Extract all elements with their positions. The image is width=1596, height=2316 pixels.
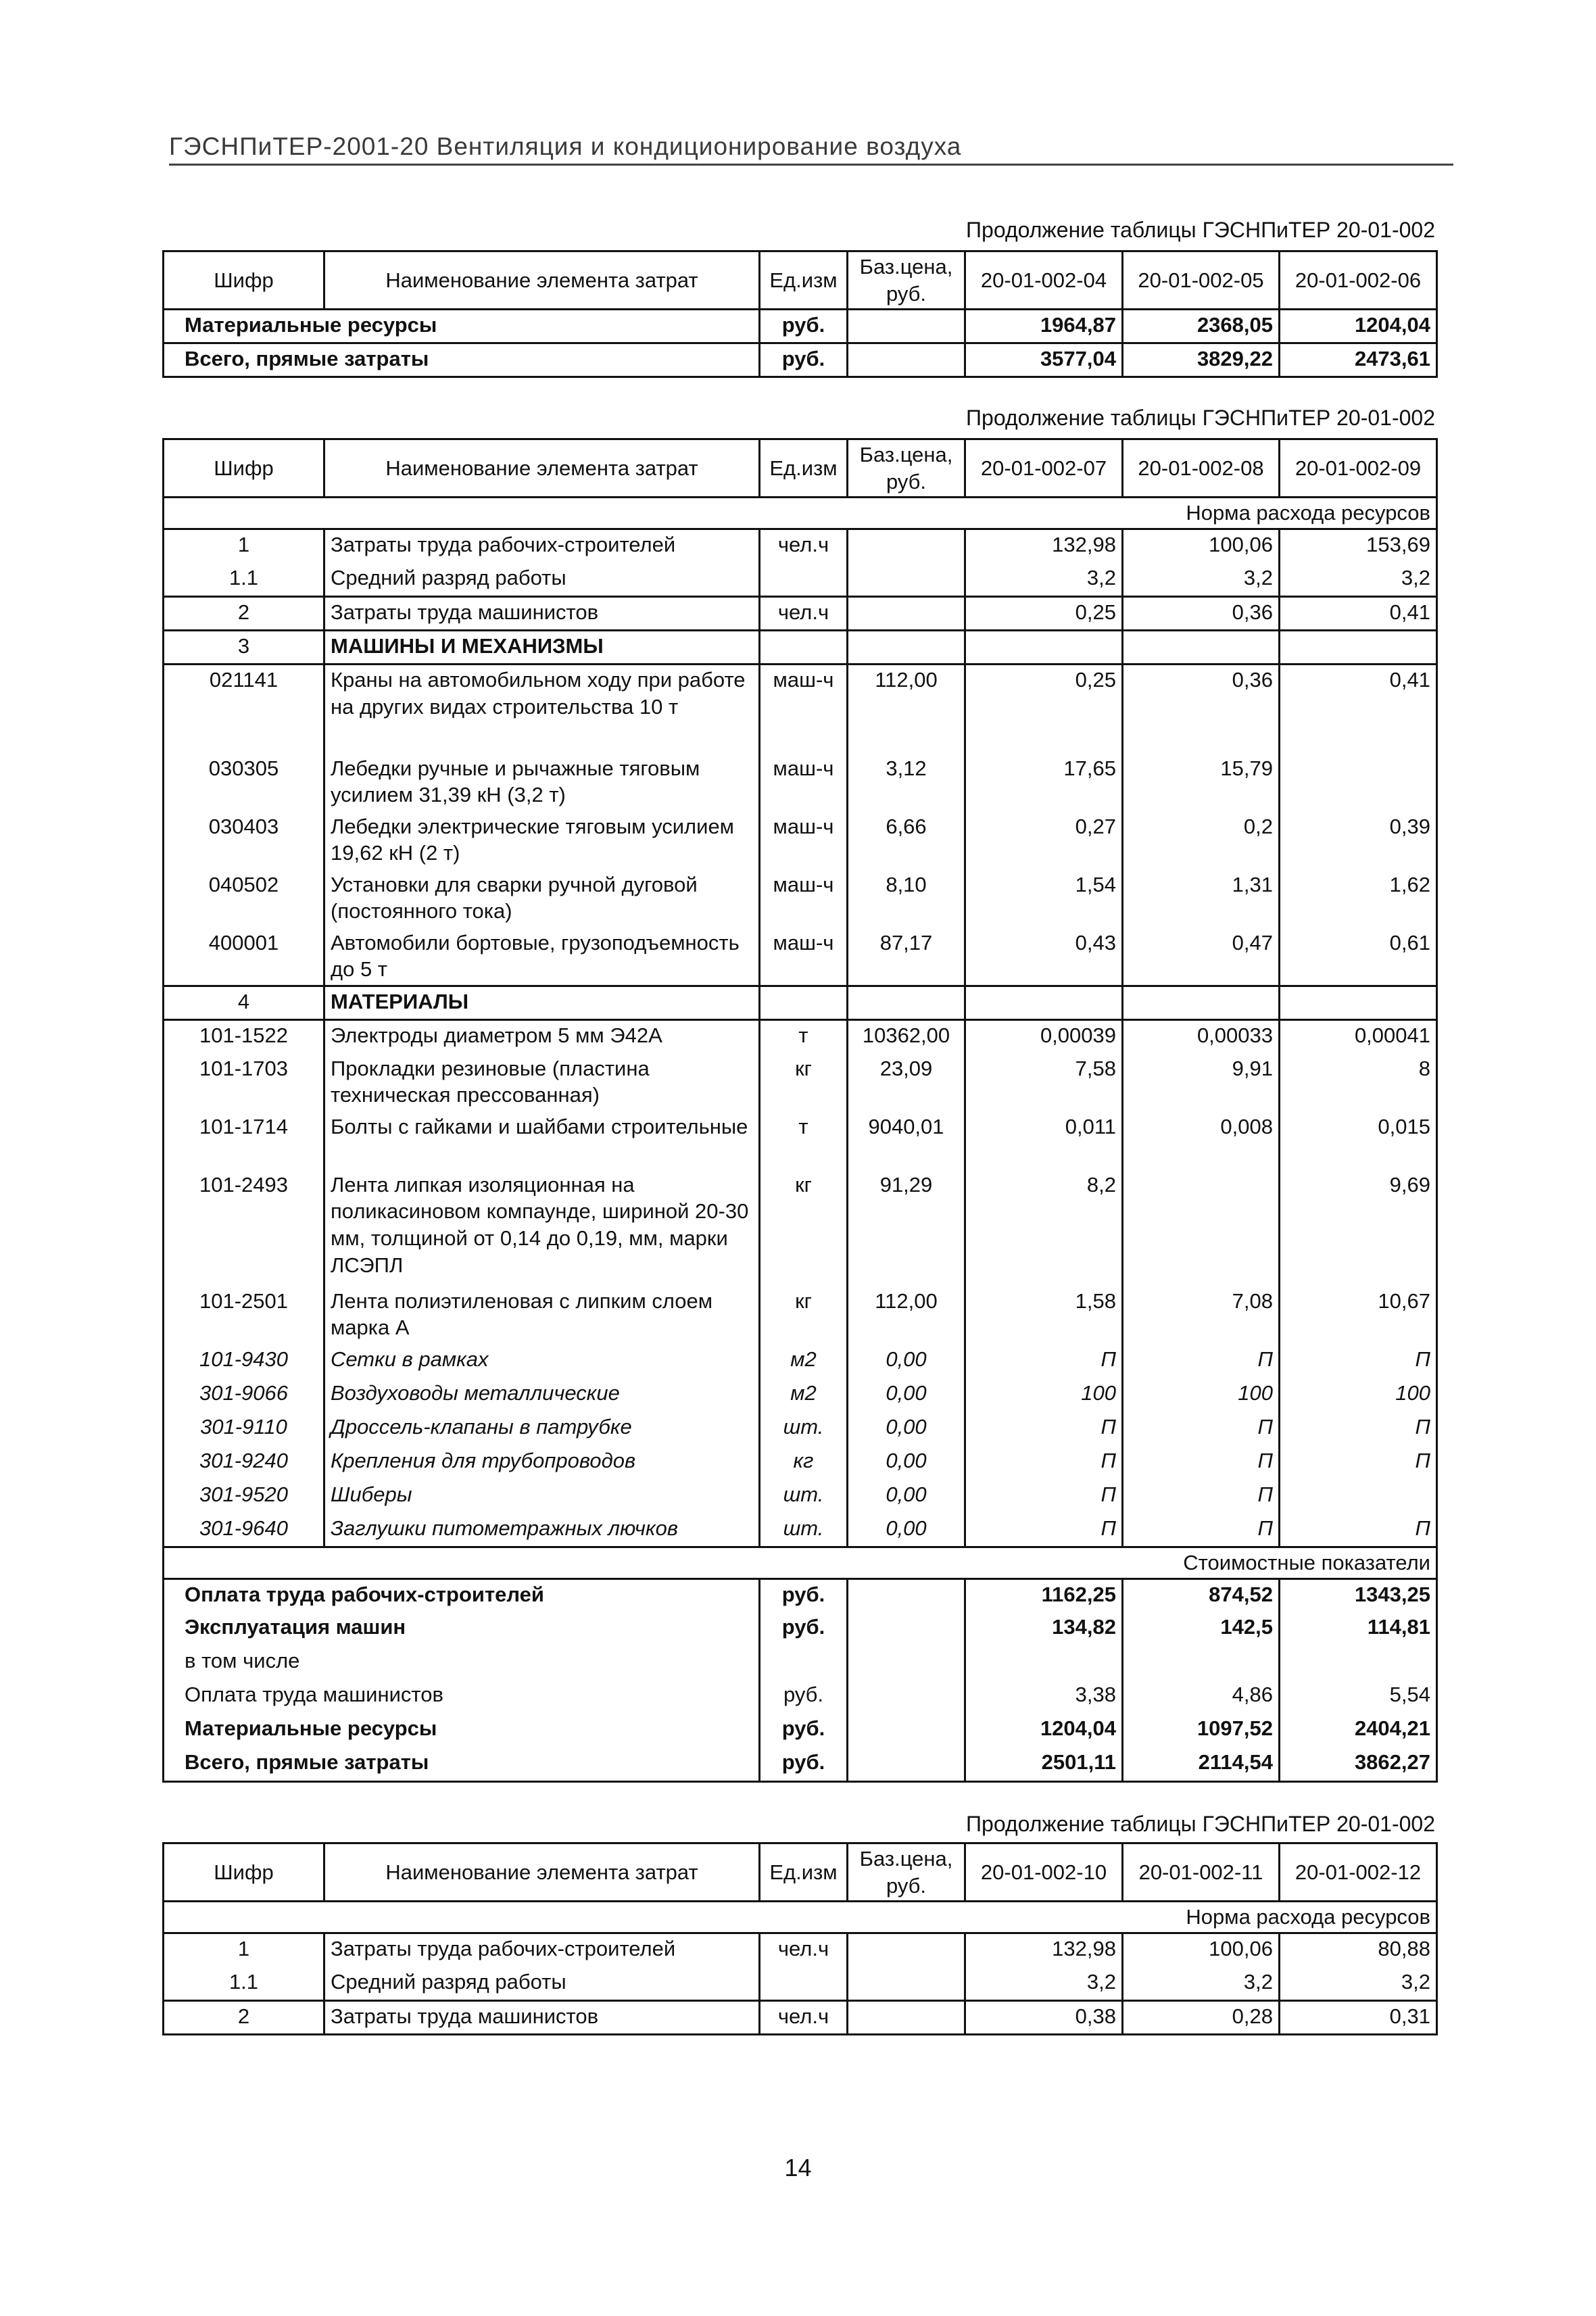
cell-unit [760,986,848,1020]
cell-price [848,343,965,377]
cell-value: 0,38 [965,2001,1123,2035]
cell-value: 3,2 [1280,563,1437,597]
page-number: 14 [784,2154,812,2181]
cell-name: Лебедки электрические тяговым усилием 19,62 кН (2 т) [324,812,760,870]
cell-price: 10362,00 [848,1020,965,1054]
table-header-row [164,439,1437,498]
cell-value: 0,25 [965,665,1123,754]
cell-price: 0,00 [848,1378,965,1412]
cell-value: 3577,04 [965,343,1123,377]
table-header-row [164,1843,1437,1902]
cell-value [965,986,1123,1020]
cell-unit: маш-ч [760,928,848,986]
cell-unit: руб. [760,1747,848,1781]
cell-name: Эксплуатация машин [164,1612,760,1646]
cell-value: П [1123,1446,1280,1480]
cell-price [848,1714,965,1747]
cell-price [848,1578,965,1612]
page-header: ГЭСНПиТЕР-2001-20 Вентиляция и кондиционирование воздуха [169,132,1453,166]
cell-price [848,1747,965,1781]
cell-name: Крепления для трубопроводов [324,1446,760,1480]
summary-row [164,1680,1437,1714]
cell-value: 1,62 [1280,870,1437,928]
cell-unit: шт. [760,1412,848,1446]
cell-unit: маш-ч [760,870,848,928]
cell-value: 9,91 [1123,1054,1280,1112]
cell-code: 2 [164,2001,324,2035]
cell-price: 112,00 [848,665,965,754]
cost-header [164,1547,1437,1579]
col-header-name: Наименование элемента затрат [324,251,760,310]
cell-value: 3,2 [1280,1967,1437,2001]
cell-value: 0,41 [1280,665,1437,754]
cell-value: 1964,87 [965,310,1123,343]
cell-unit: руб. [760,1680,848,1714]
cell-unit: маш-ч [760,754,848,812]
cell-value: 5,54 [1280,1680,1437,1714]
cell-code: 301-9240 [164,1446,324,1480]
cell-value: 15,79 [1123,754,1280,812]
summary-row [164,310,1437,343]
cell-value [1280,754,1437,812]
cell-code: 1.1 [164,1967,324,2001]
cell-code: 400001 [164,928,324,986]
cell-value: 0,61 [1280,928,1437,986]
col-header-price: Баз.цена, руб. [848,251,965,310]
cell-value: 1204,04 [1280,310,1437,343]
cell-name: Лебедки ручные и рычажные тяговым усилием 31,39 кН (3,2 т) [324,754,760,812]
cell-value: 2114,54 [1123,1747,1280,1781]
cell-value: 3,2 [1123,1967,1280,2001]
cell-code: 301-9066 [164,1378,324,1412]
cell-name: Затраты труда машинистов [324,2001,760,2035]
cell-code: 040502 [164,870,324,928]
cell-price: 9040,01 [848,1112,965,1170]
cell-value: 100,06 [1123,1933,1280,1967]
cell-price [848,1967,965,2001]
cell-name: Всего, прямые затраты [164,1747,760,1781]
summary-row [164,1578,1437,1612]
cell-price: 0,00 [848,1480,965,1514]
cell-value: 0,00039 [965,1020,1123,1054]
cell-value: 0,00033 [1123,1020,1280,1054]
cell-code: 3 [164,631,324,665]
cell-price [848,2001,965,2035]
cell-value [1280,631,1437,665]
summary-row [164,1646,1437,1680]
cell-price: 0,00 [848,1345,965,1378]
cell-price [848,1612,965,1646]
cell-value [965,631,1123,665]
cell-value: 3,2 [1123,563,1280,597]
cell-value: 0,008 [1123,1112,1280,1170]
table-header-row [164,251,1437,310]
cell-value: 1,58 [965,1286,1123,1345]
cell-name: Прокладки резиновые (пластина техническая прессованная) [324,1054,760,1112]
cell-value [1123,631,1280,665]
cell-value: 17,65 [965,754,1123,812]
cell-price [848,1646,965,1680]
cell-unit: шт. [760,1480,848,1514]
norm-header-label: Норма расхода ресурсов [164,1902,1437,1933]
col-header-unit: Ед.изм [760,439,848,498]
summary-row [164,1612,1437,1646]
col-header-code: Шифр [164,439,324,498]
table-row [164,563,1437,597]
cell-value: 8 [1280,1054,1437,1112]
cost-table-2 [162,438,1438,1783]
table-row [164,1020,1437,1054]
col-header-rate-code: 20-01-002-06 [1280,251,1437,310]
cell-code: 301-9640 [164,1514,324,1547]
cell-value: 100 [1280,1378,1437,1412]
cell-code: 1.1 [164,563,324,597]
cell-name: Средний разряд работы [324,563,760,597]
cell-value: 10,67 [1280,1286,1437,1345]
cell-value: 134,82 [965,1612,1123,1646]
cell-unit: кг [760,1286,848,1345]
cell-unit [760,563,848,597]
summary-row [164,1714,1437,1747]
table-row [164,631,1437,665]
table-row [164,812,1437,870]
cell-unit: т [760,1020,848,1054]
table-row [164,529,1437,563]
cell-value: П [1123,1514,1280,1547]
cell-unit: чел.ч [760,597,848,631]
table-row [164,597,1437,631]
table-row [164,1967,1437,2001]
cell-code: 030403 [164,812,324,870]
cell-value: 7,58 [965,1054,1123,1112]
col-header-rate-code: 20-01-002-12 [1280,1843,1437,1902]
cell-unit: руб. [760,1612,848,1646]
cell-code: 2 [164,597,324,631]
cell-code: 1 [164,1933,324,1967]
cell-value: 0,2 [1123,812,1280,870]
cell-value [1280,1480,1437,1514]
cell-value: 1,54 [965,870,1123,928]
cell-value: 0,27 [965,812,1123,870]
table-row [164,1933,1437,1967]
cell-value: 2501,11 [965,1747,1123,1781]
cell-name: Электроды диаметром 5 мм Э42А [324,1020,760,1054]
cell-price: 0,00 [848,1514,965,1547]
cell-value: 0,36 [1123,597,1280,631]
col-header-price: Баз.цена, руб. [848,1843,965,1902]
cell-value: 2404,21 [1280,1714,1437,1747]
cell-value [1123,1646,1280,1680]
table-row [164,1054,1437,1112]
cell-name: Дроссель-клапаны в патрубке [324,1412,760,1446]
cell-value: 0,28 [1123,2001,1280,2035]
cell-price: 87,17 [848,928,965,986]
cell-value: 2368,05 [1123,310,1280,343]
cell-value: 1204,04 [965,1714,1123,1747]
cost-header-label: Стоимостные показатели [164,1547,1437,1579]
cell-value: 1162,25 [965,1578,1123,1612]
cell-price [848,597,965,631]
table-caption: Продолжение таблицы ГЭСНПиТЕР 20-01-002 [966,1812,1435,1836]
cell-unit: руб. [760,1578,848,1612]
cell-value: П [965,1480,1123,1514]
cell-value [1280,986,1437,1020]
table-row [164,1112,1437,1170]
table-row [164,1480,1437,1514]
cell-value: 0,41 [1280,597,1437,631]
cell-value: 3,2 [965,1967,1123,2001]
cell-value: 4,86 [1123,1680,1280,1714]
cell-price: 0,00 [848,1446,965,1480]
cell-price [848,986,965,1020]
table-row [164,1412,1437,1446]
col-header-name: Наименование элемента затрат [324,1843,760,1902]
cell-name: Оплата труда машинистов [164,1680,760,1714]
cell-unit: руб. [760,1714,848,1747]
cell-value: П [965,1514,1123,1547]
cell-name: в том числе [164,1646,760,1680]
cell-value: 100 [1123,1378,1280,1412]
cell-unit: чел.ч [760,1933,848,1967]
col-header-unit: Ед.изм [760,251,848,310]
col-header-rate-code: 20-01-002-07 [965,439,1123,498]
cell-unit: чел.ч [760,2001,848,2035]
cell-unit [760,1967,848,2001]
cell-value [1123,986,1280,1020]
cell-unit: шт. [760,1514,848,1547]
cell-value: 114,81 [1280,1612,1437,1646]
cell-value: П [1280,1446,1437,1480]
col-header-rate-code: 20-01-002-08 [1123,439,1280,498]
cell-value: 153,69 [1280,529,1437,563]
cell-name: Затраты труда рабочих-строителей [324,529,760,563]
cell-price [848,1933,965,1967]
cell-code: 1 [164,529,324,563]
cell-unit [760,631,848,665]
cell-name: МАТЕРИАЛЫ [324,986,760,1020]
cell-value: 7,08 [1123,1286,1280,1345]
cell-price: 8,10 [848,870,965,928]
cell-value: 3862,27 [1280,1747,1437,1781]
cell-value: 0,39 [1280,812,1437,870]
cell-name: Шиберы [324,1480,760,1514]
cell-code: 301-9520 [164,1480,324,1514]
table-row [164,1378,1437,1412]
cell-value: 0,36 [1123,665,1280,754]
cell-value: П [965,1446,1123,1480]
cell-unit: руб. [760,310,848,343]
cell-value: 0,015 [1280,1112,1437,1170]
cell-name: Краны на автомобильном ходу при работе на других видах строительства 10 т [324,665,760,754]
cell-value: 3,38 [965,1680,1123,1714]
summary-row [164,1747,1437,1781]
cell-value: 0,011 [965,1112,1123,1170]
cell-name: Всего, прямые затраты [164,343,760,377]
cell-unit: т [760,1112,848,1170]
cell-value: П [1280,1412,1437,1446]
cell-name: Установки для сварки ручной дуговой (постоянного тока) [324,870,760,928]
cell-value: П [965,1412,1123,1446]
cell-code: 101-9430 [164,1345,324,1378]
cell-code: 101-1714 [164,1112,324,1170]
cell-value: 1097,52 [1123,1714,1280,1747]
cell-value: 8,2 [965,1170,1123,1286]
cell-name: Затраты труда рабочих-строителей [324,1933,760,1967]
norm-header-label: Норма расхода ресурсов [164,498,1437,529]
table-row [164,1170,1437,1286]
cell-value [1123,1170,1280,1286]
cell-value: 100,06 [1123,529,1280,563]
col-header-name: Наименование элемента затрат [324,439,760,498]
cell-price [848,529,965,563]
cell-price: 3,12 [848,754,965,812]
cell-price: 91,29 [848,1170,965,1286]
cost-table-1 [162,250,1438,378]
table-row [164,928,1437,986]
cell-value: 0,25 [965,597,1123,631]
cell-value: 9,69 [1280,1170,1437,1286]
cell-unit [760,1646,848,1680]
cell-name: Воздуховоды металлические [324,1378,760,1412]
cell-unit: м2 [760,1378,848,1412]
cell-name: Средний разряд работы [324,1967,760,2001]
cell-name: Материальные ресурсы [164,310,760,343]
cell-value: 132,98 [965,529,1123,563]
cell-name: Автомобили бортовые, грузоподъемность до 5 т [324,928,760,986]
cell-unit: кг [760,1054,848,1112]
cell-code: 101-2501 [164,1286,324,1345]
cell-value: 80,88 [1280,1933,1437,1967]
table-row [164,1345,1437,1378]
cell-value: 874,52 [1123,1578,1280,1612]
cell-name: Материальные ресурсы [164,1714,760,1747]
table-row [164,1514,1437,1547]
cell-value: 1,31 [1123,870,1280,928]
cell-price [848,631,965,665]
cell-name: МАШИНЫ И МЕХАНИЗМЫ [324,631,760,665]
col-header-rate-code: 20-01-002-09 [1280,439,1437,498]
table-row [164,870,1437,928]
cell-value: 100 [965,1378,1123,1412]
cell-value: 1343,25 [1280,1578,1437,1612]
cell-unit: маш-ч [760,812,848,870]
table-row [164,986,1437,1020]
cell-value [1280,1646,1437,1680]
table-row [164,665,1437,754]
cell-value: 0,47 [1123,928,1280,986]
cell-value: П [1280,1345,1437,1378]
cell-price [848,1680,965,1714]
cell-value: П [1123,1345,1280,1378]
table-row [164,2001,1437,2035]
table-caption: Продолжение таблицы ГЭСНПиТЕР 20-01-002 [966,406,1435,430]
cell-unit: м2 [760,1345,848,1378]
table-caption: Продолжение таблицы ГЭСНПиТЕР 20-01-002 [966,218,1435,242]
cell-price [848,563,965,597]
cell-value [965,1646,1123,1680]
cell-name: Оплата труда рабочих-строителей [164,1578,760,1612]
table-row [164,754,1437,812]
summary-row [164,343,1437,377]
cell-code: 101-1522 [164,1020,324,1054]
cell-value: 3829,22 [1123,343,1280,377]
cell-price: 112,00 [848,1286,965,1345]
col-header-code: Шифр [164,1843,324,1902]
col-header-rate-code: 20-01-002-10 [965,1843,1123,1902]
cell-name: Затраты труда машинистов [324,597,760,631]
cell-unit: маш-ч [760,665,848,754]
norm-header [164,1902,1437,1933]
cell-code: 301-9110 [164,1412,324,1446]
cell-price: 0,00 [848,1412,965,1446]
col-header-rate-code: 20-01-002-11 [1123,1843,1280,1902]
cell-value: 0,00041 [1280,1020,1437,1054]
cell-code: 101-1703 [164,1054,324,1112]
cell-code: 030305 [164,754,324,812]
cell-unit: кг [760,1170,848,1286]
cell-name: Сетки в рамках [324,1345,760,1378]
cell-value: 132,98 [965,1933,1123,1967]
cell-name: Болты с гайками и шайбами строительные [324,1112,760,1170]
cell-price [848,310,965,343]
cell-unit: руб. [760,343,848,377]
cell-price: 23,09 [848,1054,965,1112]
cell-unit: чел.ч [760,529,848,563]
cell-value: 3,2 [965,563,1123,597]
cell-value: П [1123,1412,1280,1446]
table-row [164,1286,1437,1345]
col-header-unit: Ед.изм [760,1843,848,1902]
cell-value: П [1280,1514,1437,1547]
cost-table-3 [162,1842,1438,2035]
cell-code: 021141 [164,665,324,754]
cell-name: Лента полиэтиленовая с липким слоем марка А [324,1286,760,1345]
table-row [164,1446,1437,1480]
cell-name: Лента липкая изоляционная на поликасиновом компаунде, шириной 20-30 мм, толщиной от 0,14 до 0,19, мм, марки ЛСЭПЛ [324,1170,760,1286]
cell-value: П [965,1345,1123,1378]
col-header-rate-code: 20-01-002-05 [1123,251,1280,310]
cell-value: П [1123,1480,1280,1514]
cell-value: 0,31 [1280,2001,1437,2035]
cell-name: Заглушки питометражных лючков [324,1514,760,1547]
col-header-code: Шифр [164,251,324,310]
col-header-price: Баз.цена, руб. [848,439,965,498]
cell-code: 101-2493 [164,1170,324,1286]
col-header-rate-code: 20-01-002-04 [965,251,1123,310]
cell-unit: кг [760,1446,848,1480]
cell-code: 4 [164,986,324,1020]
cell-value: 0,43 [965,928,1123,986]
norm-header [164,498,1437,529]
cell-value: 2473,61 [1280,343,1437,377]
cell-price: 6,66 [848,812,965,870]
cell-value: 142,5 [1123,1612,1280,1646]
